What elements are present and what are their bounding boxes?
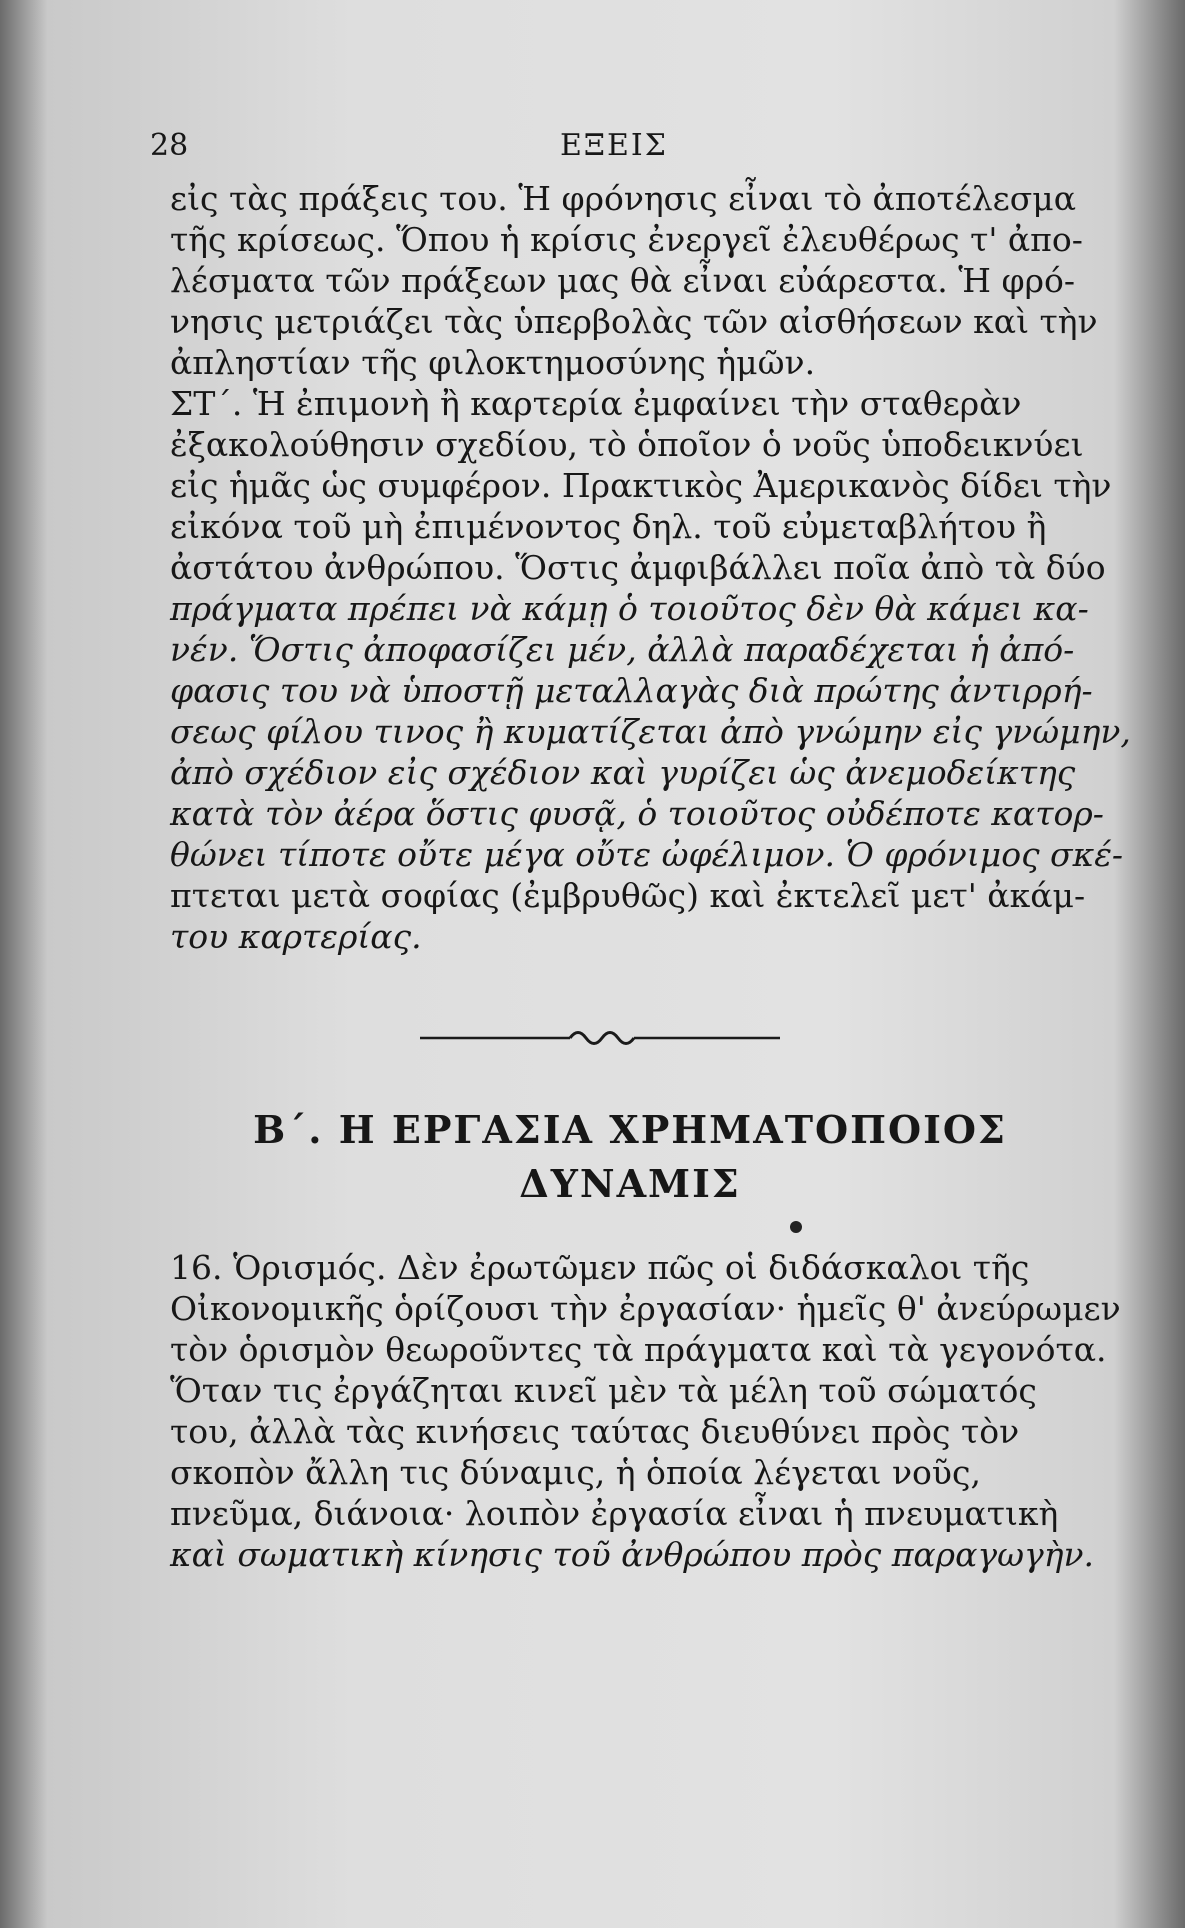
section-heading [150,1103,1110,1211]
running-title: ΕΞΕΙΣ [560,128,668,163]
text-line: κατὰ τὸν ἀέρα ὅστις φυσᾷ, ὁ τοιοῦτος οὐδέποτε κατορ- [170,794,1104,833]
text-line: φασις του νὰ ὑποστῇ μεταλλαγὰς διὰ πρώτης ἀντιρρή- [170,671,1093,710]
text-line: σκοπὸν ἄλλη τις δύναμις, ἡ ὁποία λέγεται νοῦς, [170,1453,981,1492]
text-line: εἰς τὰς πράξεις του. Ἡ φρόνησις εἶναι τὸ ἀποτέλεσμα [170,179,1077,218]
text-line: σεως φίλου τινος ἢ κυματίζεται ἀπὸ γνώμην εἰς γνώμην, [170,712,1131,751]
paragraph-3 [170,1247,1121,1575]
text-line: τὸν ὁρισμὸν θεωροῦντες τὰ πράγματα καὶ τὰ γεγονότα. [170,1330,1107,1369]
running-head [150,118,1110,178]
text-line: πνεῦμα, διάνοια· λοιπὸν ἐργασία εἶναι ἡ πνευματικὴ [170,1494,1059,1533]
page-number: 28 [150,128,189,163]
decorative-divider [420,1023,780,1053]
text-line: θώνει τίποτε οὔτε μέγα οὔτε ὠφέλιμον. Ὁ φρόνιμος σκέ- [170,835,1124,874]
book-page [150,118,1131,1575]
text-line: ἀπὸ σχέδιον εἰς σχέδιον καὶ γυρίζει ὡς ἀνεμοδείκτης [170,753,1076,792]
paragraph-2 [170,383,1131,957]
text-line: Οἰκονομικῆς ὁρίζουσι τὴν ἐργασίαν· ἡμεῖς θ' ἀνεύρωμεν [170,1289,1121,1328]
text-line: ΣΤ΄. Ἡ ἐπιμονὴ ἢ καρτερία ἐμφαίνει τὴν σταθερὰν [170,384,1022,423]
text-line: νέν. Ὅστις ἀποφασίζει μέν, ἀλλὰ παραδέχεται ἡ ἀπό- [170,630,1075,669]
text-line: του, ἀλλὰ τὰς κινήσεις ταύτας διευθύνει πρὸς τὸν [170,1412,1020,1451]
text-line: Ὅταν τις ἐργάζηται κινεῖ μὲν τὰ μέλη τοῦ σώματός [170,1371,1037,1410]
section-heading-line-2: ΔΥΝΑΜΙΣ [519,1161,741,1206]
text-line: ἐξακολούθησιν σχεδίου, τὸ ὁποῖον ὁ νοῦς ὑποδεικνύει [170,425,1084,464]
text-line: εἰς ἡμᾶς ὡς συμφέρον. Πρακτικὸς Ἀμερικανὸς δίδει τὴν [170,466,1112,505]
text-line: εἰκόνα τοῦ μὴ ἐπιμένοντος δηλ. τοῦ εὐμεταβλήτου ἢ [170,507,1047,546]
text-line: ἀστάτου ἀνθρώπου. Ὅστις ἀμφιβάλλει ποῖα ἀπὸ τὰ δύο [170,548,1106,587]
paragraph-1 [170,178,1098,383]
text-line: 16. Ὁρισμός. Δὲν ἐρωτῶμεν πῶς οἱ διδάσκαλοι τῆς [170,1248,1030,1287]
text-line: λέσματα τῶν πράξεων μας θὰ εἶναι εὐάρεστα. Ἡ φρό- [170,261,1076,300]
text-line: πράγματα πρέπει νὰ κάμῃ ὁ τοιοῦτος δὲν θὰ κάμει κα- [170,589,1089,628]
text-line: πτεται μετὰ σοφίας (ἐμβρυθῶς) καὶ ἐκτελεῖ μετ' ἀκάμ- [170,876,1086,915]
text-line: καὶ σωματικὴ κίνησις τοῦ ἀνθρώπου πρὸς παραγωγὴν. [170,1535,1095,1574]
text-line: ἀπληστίαν τῆς φιλοκτημοσύνης ἡμῶν. [170,343,816,382]
text-line: του καρτερίας. [170,917,422,956]
text-line: τῆς κρίσεως. Ὅπου ἡ κρίσις ἐνεργεῖ ἐλευθέρως τ' ἀπο- [170,220,1083,259]
ornament-dot [790,1221,802,1233]
text-line: νησις μετριάζει τὰς ὑπερβολὰς τῶν αἰσθήσεων καὶ τὴν [170,302,1098,341]
section-heading-line-1: Β΄. Η ΕΡΓΑΣΙΑ ΧΡΗΜΑΤΟΠΟΙΟΣ [253,1107,1007,1152]
